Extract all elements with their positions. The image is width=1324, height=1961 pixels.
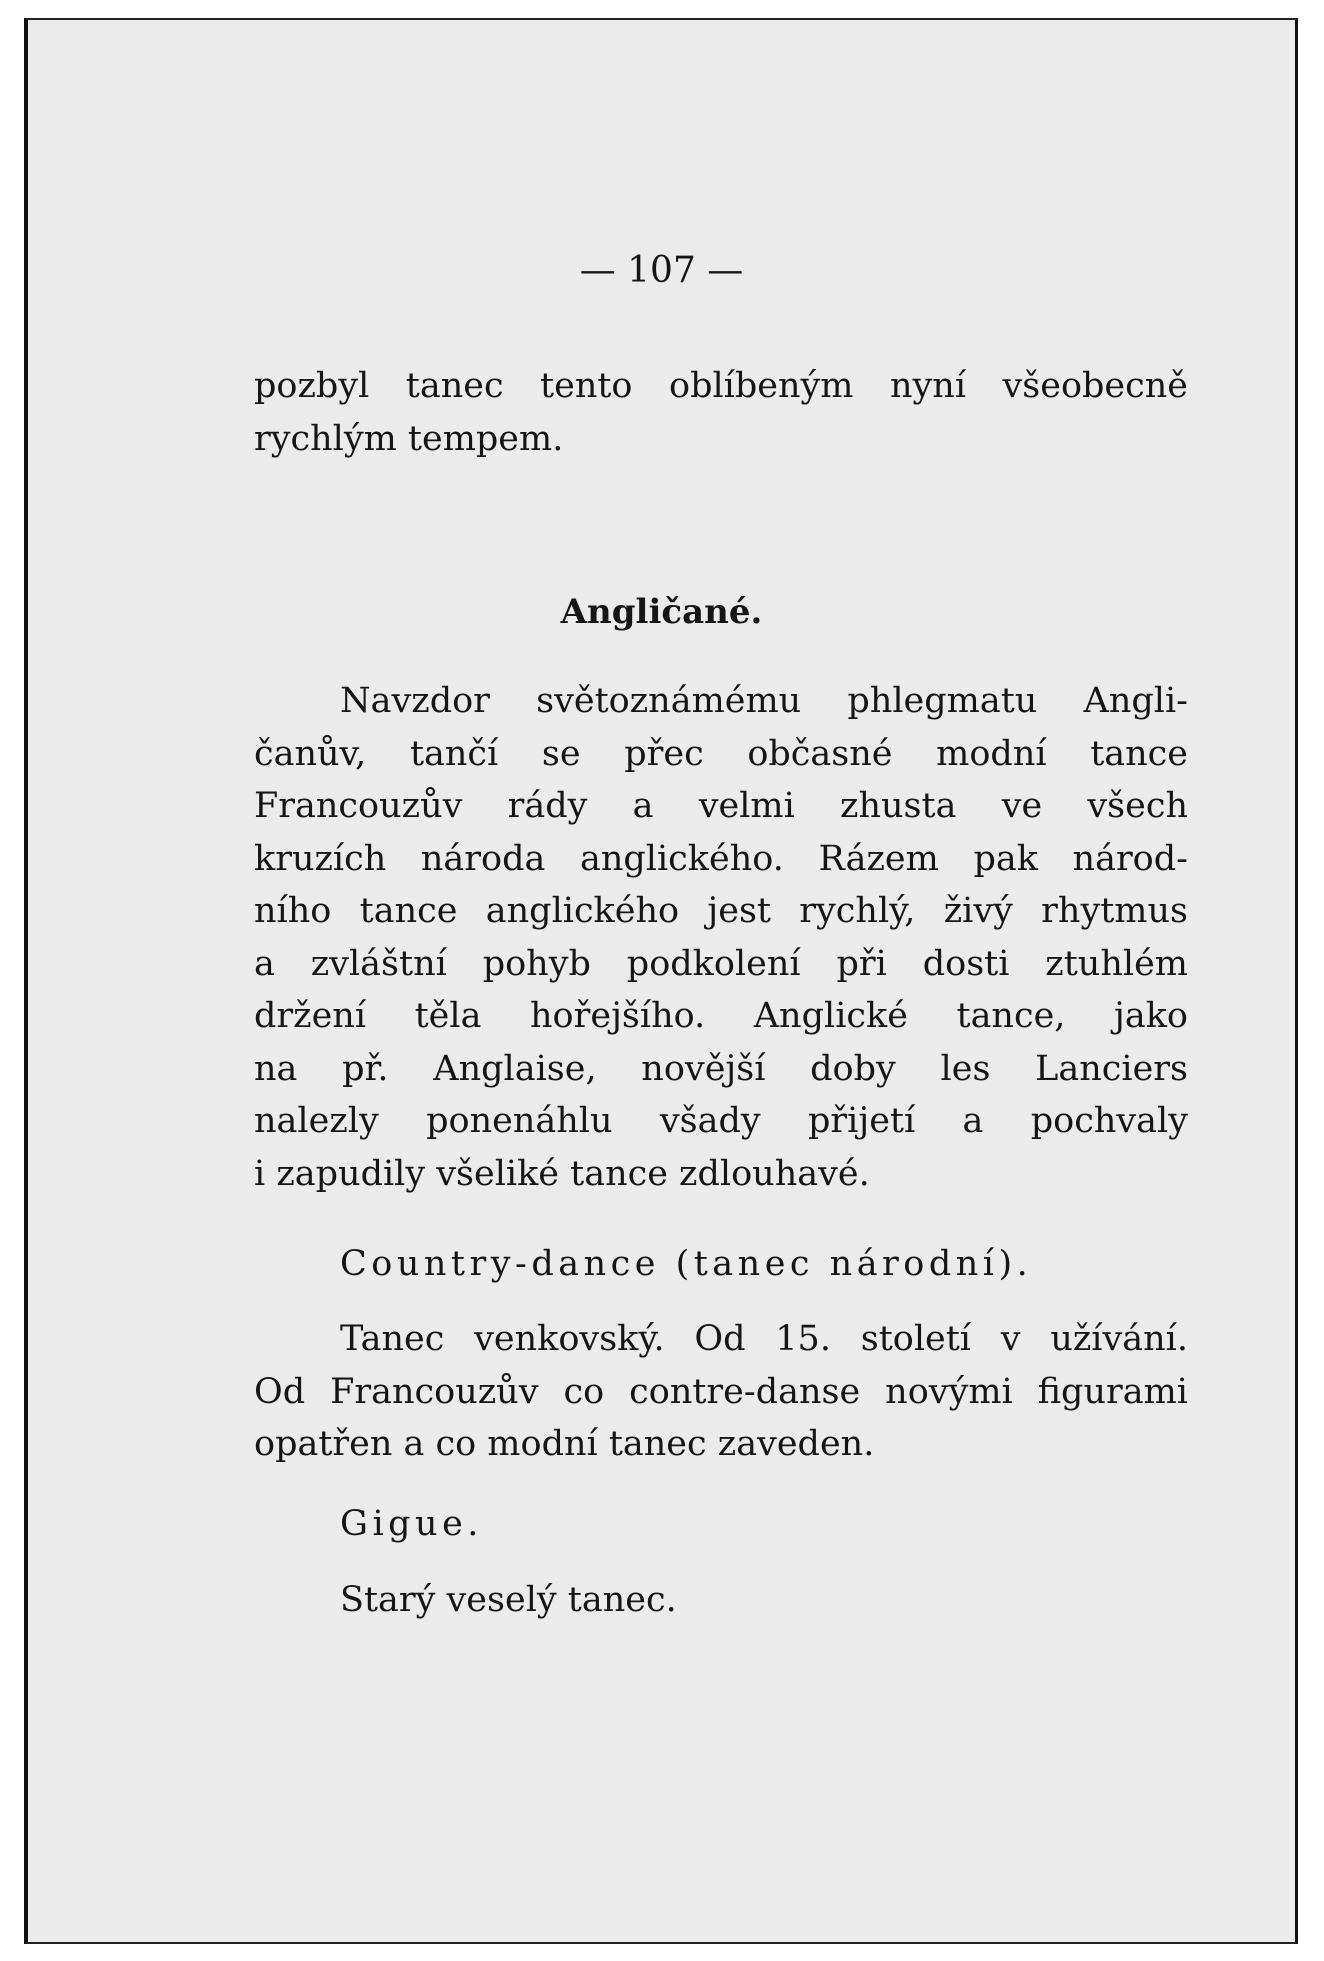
text-line: čanův, tančí se přec občasné modní tance (254, 733, 1188, 774)
country-dance-description (254, 1313, 1188, 1471)
book-page (24, 18, 1298, 1944)
main-paragraph (254, 675, 1188, 1200)
text-line: Francouzův rády a velmi zhusta ve všech (254, 786, 1188, 826)
text-line: Tanec venkovský. Od 15. století v užívání. (340, 1319, 1188, 1359)
text-line: pozbyl tanec tento oblíbeným nyní všeobecně (254, 366, 1188, 406)
entry-title: Gigue. (340, 1504, 483, 1544)
page-number: — 107 — (579, 250, 744, 291)
country-dance-entry (254, 1238, 1188, 1291)
text-line: kruzích národa anglického. Rázem pak národ- (254, 838, 1188, 879)
text-line: držení těla hořejšího. Anglické tance, jako (254, 996, 1188, 1036)
text-line: na př. Anglaise, novější doby les Lanciers (254, 1048, 1188, 1089)
entry-title: Country-dance (tanec národní). (340, 1244, 1033, 1284)
gigue-entry (254, 1498, 1188, 1551)
section-heading: Angličané. (560, 592, 763, 632)
text-line: opatřen a co modní tanec zaveden. (254, 1424, 875, 1464)
top-paragraph (254, 360, 1188, 465)
gigue-description (254, 1574, 1188, 1627)
text-line: Od Francouzův co contre-danse novými figurami (254, 1371, 1188, 1412)
text-line: Starý veselý tanec. (340, 1580, 677, 1620)
text-line: i zapudily všeliké tance zdlouhavé. (254, 1153, 870, 1194)
text-line: a zvláštní pohyb podkolení při dosti ztuhlém (254, 943, 1188, 984)
text-line: nalezly ponenáhlu všady přijetí a pochvaly (254, 1101, 1188, 1141)
text-line: ního tance anglického jest rychlý, živý rhytmus (254, 891, 1188, 931)
text-line: rychlým tempem. (254, 418, 564, 459)
text-line: Navzdor světoznámému phlegmatu Angli- (340, 681, 1188, 721)
